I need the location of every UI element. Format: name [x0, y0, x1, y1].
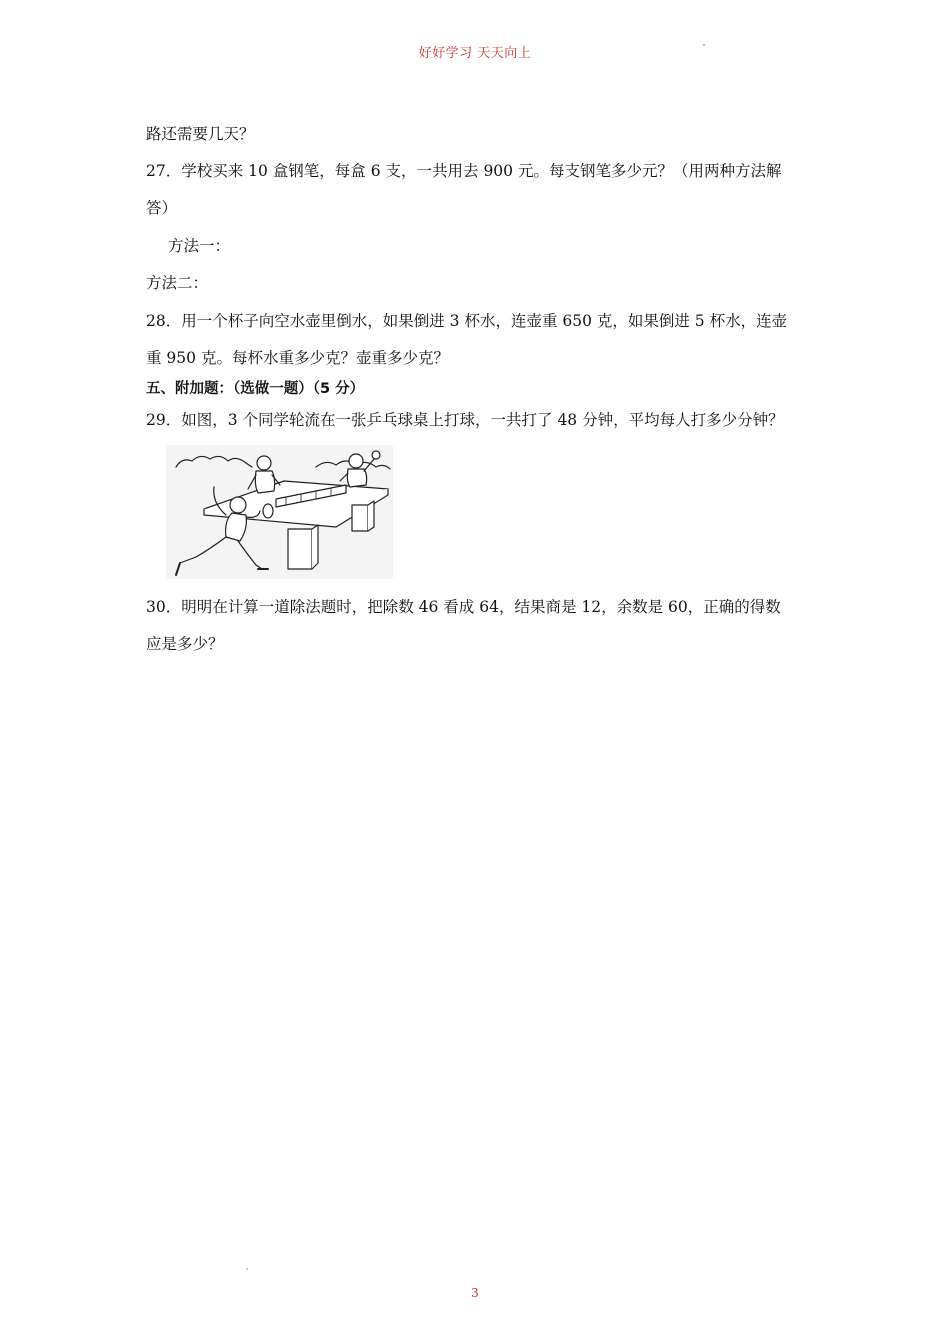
header-mark [703, 44, 705, 46]
section-5-heading: 五、附加题：（选做一题）（5 分） [146, 381, 365, 397]
method-two-label: 方法二： [146, 274, 209, 292]
method-one-label: 方法一： [168, 237, 231, 255]
table-tennis-illustration [166, 445, 393, 579]
question-27-line-1: 27．学校买来 10 盒钢笔，每盒 6 支，一共用去 900 元。每支钢笔多少元？（用两种方法解 [146, 162, 782, 180]
question-28-line-1: 28．用一个杯子向空水壶里倒水，如果倒进 3 杯水，连壶重 650 克，如果倒进 5 杯水，连壶 [146, 312, 788, 330]
text-line: 路还需要几天？ [146, 125, 255, 143]
question-29: 29．如图，3 个同学轮流在一张乒乓球桌上打球，一共打了 48 分钟，平均每人打多少分钟？ [146, 411, 784, 429]
question-27-line-2: 答） [146, 199, 178, 217]
page-number: 3 [471, 1286, 479, 1300]
question-30-line-1: 30．明明在计算一道除法题时，把除数 46 看成 64，结果商是 12，余数是 60，正确的得数 [146, 598, 781, 616]
question-30-line-2: 应是多少？ [146, 635, 224, 653]
question-28-line-2: 重 950 克。每杯水重多少克？壶重多少克？ [146, 349, 449, 367]
footer-mark [246, 1268, 248, 1270]
page-header: 好好学习 天天向上 [418, 46, 532, 61]
